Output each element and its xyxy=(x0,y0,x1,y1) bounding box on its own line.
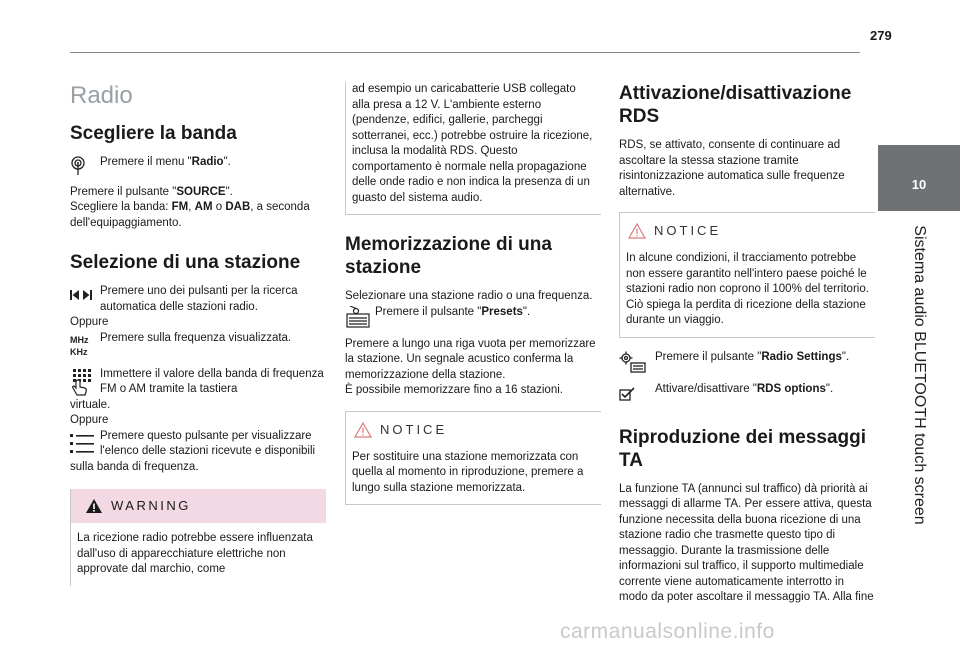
seek-row xyxy=(70,284,326,315)
heading-station: Selezione di una stazione xyxy=(70,252,301,273)
heading-ta: Riproduzione dei messaggi TA xyxy=(619,426,867,471)
radio-icon xyxy=(70,156,86,176)
notice-text: Per sostituire una stazione memorizzata con quella al momento in riproduzione, premere a lungo sulla stazione memorizzata. xyxy=(352,450,584,494)
memo-limit: È possibile memorizzare fino a 16 stazioni. xyxy=(345,384,563,396)
memo-intro: Selezionare una stazione radio o una frequenza. xyxy=(345,290,593,302)
settings-icon xyxy=(619,351,647,373)
heading-rds: Attivazione/disattivazione RDS xyxy=(619,83,852,127)
checkbox-icon xyxy=(619,387,635,401)
presets-icon xyxy=(345,306,371,328)
keypad-text-2: virtuale. xyxy=(70,398,111,411)
keypad-text: Immettere il valore della banda di frequenza FM o AM tramite la tastiera xyxy=(100,367,324,395)
ta-text: La funzione TA (annunci sul traffico) dà priorità ai messaggi di allarme TA. Per essere attiva, questa funzione necessita della buona ricezione di una stazione radio che trasmette questo tipo di messaggio. Durante la trasmissione delle informazioni sul traffico, il supporto multimediale corrente viene automaticamente interrotto in modo da poter ascoltare il messaggio TA. Alla fine xyxy=(619,482,874,603)
warning-text: La ricezione radio potrebbe essere influenzata dall'uso di apparecchiature elettriche non approvate dal marchio, come xyxy=(77,532,313,575)
notice-label: NOTICE xyxy=(380,421,448,437)
seek-icon xyxy=(70,289,92,301)
column-3 xyxy=(619,78,875,606)
chapter-title: Sistema audio BLUETOOTH touch screen xyxy=(911,225,928,525)
column-2 xyxy=(345,82,601,505)
list-text: Premere questo pulsante per visualizzare l'elenco delle stazioni ricevute e disponibili xyxy=(100,429,316,457)
warning-icon xyxy=(85,498,103,514)
memo-text: Premere a lungo una riga vuota per memorizzare la stazione. Un segnale acustico conferma la memorizzazione della stazione. xyxy=(345,337,596,381)
radio-menu-text: Premere il menu "Radio". xyxy=(100,155,231,168)
radio-settings-text: Premere il pulsante "Radio Settings". xyxy=(655,350,850,363)
column-1 xyxy=(70,78,326,586)
radio-settings-row xyxy=(619,350,875,374)
svg-text:MHz: MHz xyxy=(70,334,89,345)
chapter-sidebar xyxy=(878,210,960,540)
page-number: 279 xyxy=(870,28,892,43)
mhz-khz-icon xyxy=(70,333,92,357)
notice-icon xyxy=(354,422,372,438)
rds-options-row xyxy=(619,382,875,406)
watermark: carmanualsonline.info xyxy=(560,620,775,643)
section-title: Radio xyxy=(70,82,133,109)
keypad-icon xyxy=(70,368,92,396)
svg-text:KHz: KHz xyxy=(70,346,88,357)
seek-text: Premere uno dei pulsanti per la ricerca automatica delle stazioni radio. xyxy=(100,285,298,313)
continued-warning-box xyxy=(345,82,601,215)
list-text-2: sulla banda di frequenza. xyxy=(70,460,199,473)
presets-text: Premere il pulsante "Presets". xyxy=(375,305,531,318)
heading-memorize: Memorizzazione di una stazione xyxy=(345,234,552,278)
warning-box xyxy=(70,489,326,586)
keypad-row xyxy=(70,367,326,398)
notice-label-2: NOTICE xyxy=(654,223,722,239)
header-divider xyxy=(70,52,860,53)
source-text: Premere il pulsante "SOURCE". xyxy=(70,185,233,198)
notice-box xyxy=(345,411,601,506)
freq-row xyxy=(70,331,326,359)
notice-icon xyxy=(628,223,646,239)
heading-band: Scegliere la banda xyxy=(70,122,237,144)
list-row xyxy=(70,429,326,460)
rds-text: RDS, se attivato, consente di continuare ad ascoltare la stessa stazione tramite risintonizzazione automatica sulle frequenze alternative. xyxy=(619,139,845,198)
oppure-2: Oppure xyxy=(70,414,109,426)
rds-options-text: Attivare/disattivare "RDS options". xyxy=(655,382,834,395)
presets-row xyxy=(345,305,601,329)
list-icon xyxy=(70,433,94,455)
radio-menu-row xyxy=(70,155,326,177)
oppure-1: Oppure xyxy=(70,316,109,328)
band-text: Scegliere la banda: FM, AM o DAB, a seconda dell'equipaggiamento. xyxy=(70,201,310,229)
warning-label: WARNING xyxy=(111,498,191,514)
continued-text: ad esempio un caricabatterie USB collegato alla presa a 12 V. L'ambiente esterno (pendenze, edifici, gallerie, parcheggi sotterranei, ecc.) potrebbe ostruire la ricezione, inclusa la modalità RDS. Questo comportamento è normale nella propagazione delle onde radio e non indica la presenza di un guasto del sistema audio. xyxy=(352,83,593,204)
notice-text-2: In alcune condizioni, il tracciamento potrebbe non essere garantito nell'intero paese poiché le stazioni radio non coprono il 100% del territorio. Ciò spiega la perdita di ricezione della stazione durante un viaggio. xyxy=(626,252,869,326)
freq-text: Premere sulla frequenza visualizzata. xyxy=(100,331,292,344)
notice-box-2 xyxy=(619,212,875,338)
chapter-tab: 10 xyxy=(878,145,960,211)
